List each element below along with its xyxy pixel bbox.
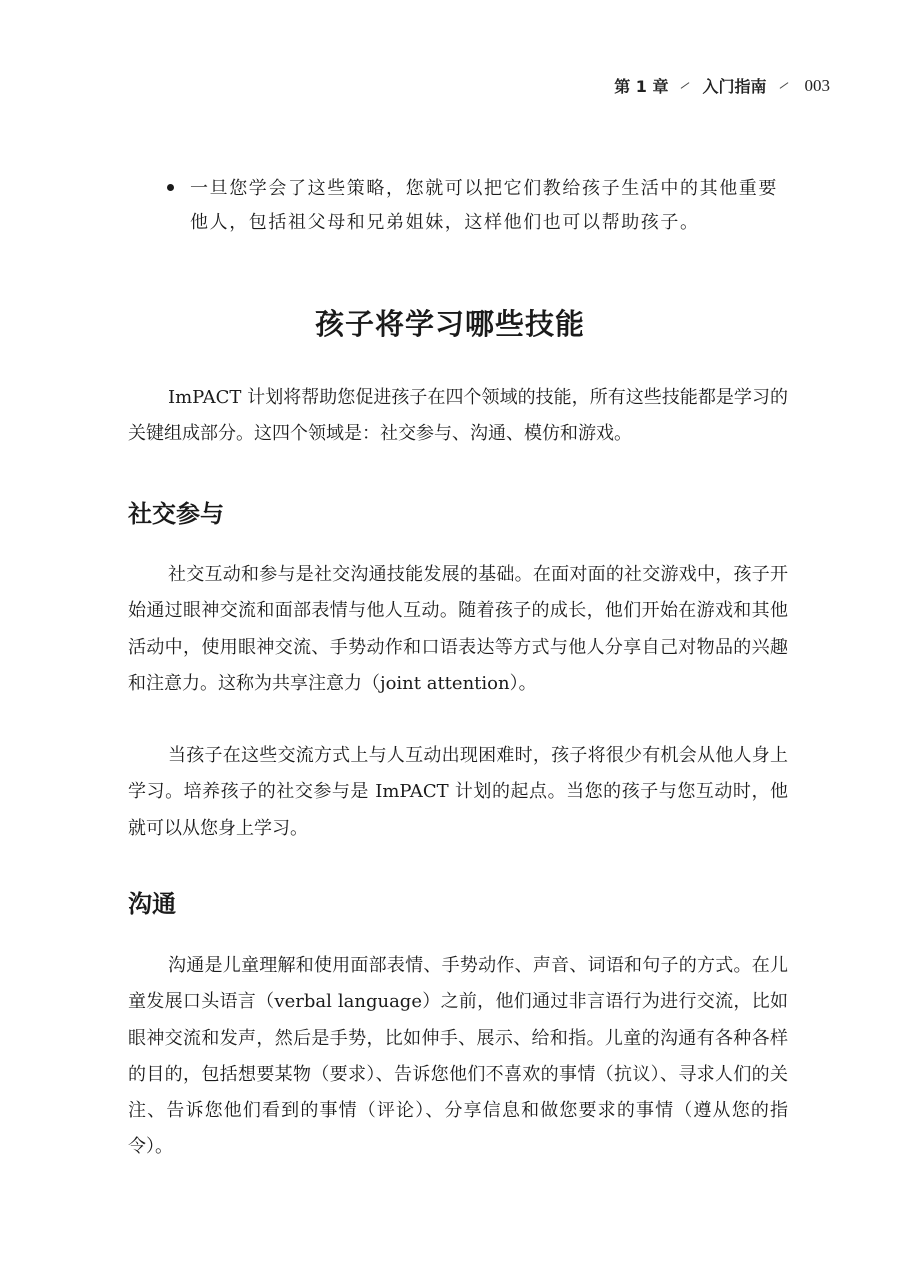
- header-separator: [681, 82, 690, 89]
- intro-paragraph: ImPACT 计划将帮助您促进孩子在四个领域的技能，所有这些技能都是学习的关键组成部分。这四个领域是：社交参与、沟通、模仿和游戏。: [128, 387, 788, 445]
- communication-paragraph-1: 沟通是儿童理解和使用面部表情、手势动作、声音、词语和句子的方式。在儿童发展口头语言（verbal language）之前，他们通过非言语行为进行交流，比如眼神交流和发声，然后是手势，比如伸手、展示、给和指。儿童的沟通有各种各样的目的，包括想要某物（要求）、告诉您他们不喜欢的事情（抗议）、寻求人们的关注、告诉您他们看到的事情（评论）、分享信息和做您要求的事情（遵从您的指令）。: [128, 955, 788, 1158]
- bullet-dot-icon: [167, 184, 174, 191]
- social-paragraph-2: 当孩子在这些交流方式上与人互动出现困难时，孩子将很少有机会从他人身上学习。培养孩子的社交参与是 ImPACT 计划的起点。当您的孩子与您互动时，他就可以从您身上学习。: [128, 745, 788, 839]
- chapter-title: 入门指南: [702, 77, 767, 96]
- bullet-item: [167, 172, 787, 240]
- header-separator: [779, 82, 788, 89]
- page-number: 003: [804, 75, 830, 95]
- social-paragraph-1: 社交互动和参与是社交沟通技能发展的基础。在面对面的社交游戏中，孩子开始通过眼神交流和面部表情与他人互动。随着孩子的成长，他们开始在游戏和其他活动中，使用眼神交流、手势动作和口语表达等方式与他人分享自己对物品的兴趣和注意力。这称为共享注意力（joint attention）。: [128, 564, 788, 694]
- subheading-social-engagement: 社交参与: [128, 500, 224, 528]
- chapter-label: 第 1 章: [614, 77, 669, 96]
- running-header: [614, 74, 830, 97]
- subheading-communication: 沟通: [128, 890, 176, 918]
- bullet-text: 一旦您学会了这些策略，您就可以把它们教给孩子生活中的其他重要他人，包括祖父母和兄弟姐妹，这样他们也可以帮助孩子。: [190, 178, 778, 233]
- section-title: 孩子将学习哪些技能: [314, 307, 585, 341]
